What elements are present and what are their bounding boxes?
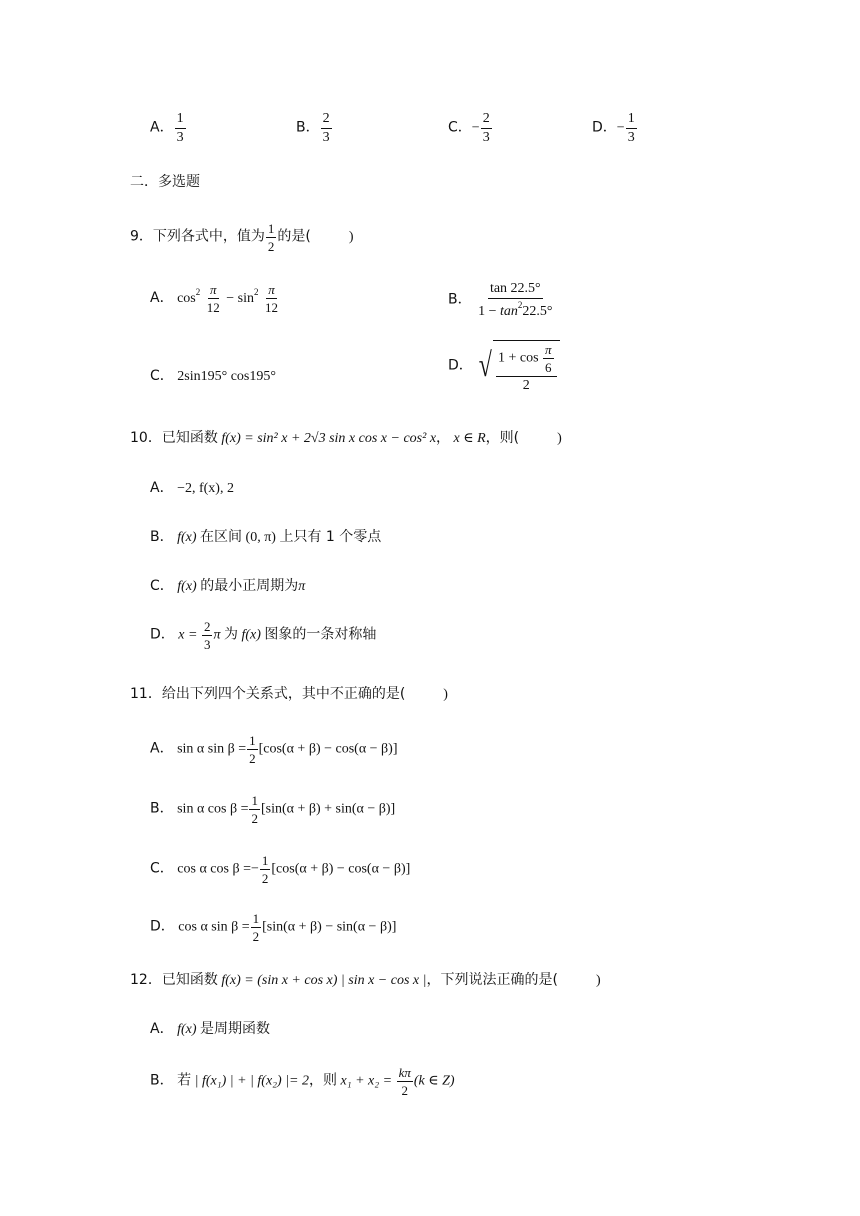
q9-option-b <box>448 282 556 319</box>
fraction: $\frac{1}{3}$ <box>627 111 635 145</box>
option-label: B． <box>150 529 174 545</box>
option-label: C． <box>150 578 174 594</box>
option-label: D． <box>448 357 473 374</box>
option-label: A． <box>150 290 174 306</box>
q8-option-b <box>296 112 333 145</box>
option-label: A． <box>150 119 174 136</box>
option-label: C． <box>150 368 174 384</box>
q10-option-c: C． f(x) 的最小正周期为π <box>150 578 306 594</box>
option-label: D． <box>150 626 175 643</box>
q10-option-b: B． f(x) 在区间 (0, π) 上只有 1 个零点 <box>150 529 382 545</box>
q10-option-d: D． x = $\frac{2}{3}$ π 为 f(x) 图象的一条对称轴 <box>150 619 377 652</box>
option-label: B． <box>150 800 174 817</box>
fraction: $\frac{1}{2}$ <box>249 733 256 766</box>
square-root: √ 1 + cos $\frac{\pi}{6}$ 2 <box>476 340 559 393</box>
fraction: $\frac{k\pi}{2}$ <box>398 1065 411 1098</box>
option-label: A． <box>150 480 174 496</box>
fraction: $\frac{\pi}{12}$ <box>265 282 278 316</box>
fraction: $\frac{1}{3}$ <box>176 111 184 145</box>
fraction: 1 + cos $\frac{\pi}{6}$ 2 <box>496 343 557 393</box>
fraction: $\frac{1}{2}$ <box>267 221 275 254</box>
option-label: C． <box>150 860 174 877</box>
option-label: D． <box>150 918 175 935</box>
q9-option-d <box>448 340 560 393</box>
q11-option-d: D． cos α sin β = $\frac{1}{2}$ [sin(α + β) − sin(α − β)] <box>150 911 397 944</box>
q9-option-c: C． 2sin195° cos195° <box>150 368 276 384</box>
fraction: $\frac{2}{3}$ <box>322 111 330 145</box>
q12-option-b: B． 若 | f(x₁) | + | f(x₂) |= 2，则 x₁ + x₂ = $\frac{k\pi}{2}$ (k ∈ Z) <box>150 1065 455 1098</box>
q10-option-a: A． −2, f(x), 2 <box>150 480 234 496</box>
q12-stem: 12．已知函数 f(x) = (sin x + cos x) | sin x − cos x |，下列说法正确的是( ) <box>130 972 601 988</box>
option-label: B． <box>296 119 320 136</box>
q11-option-c: C． cos α cos β =− $\frac{1}{2}$ [cos(α + β) − cos(α − β)] <box>150 853 411 886</box>
fraction: $\frac{1}{2}$ <box>261 853 269 886</box>
q11-option-b: B． sin α cos β = $\frac{1}{2}$ [sin(α + β) + sin(α − β)] <box>150 793 396 826</box>
option-label: A． <box>150 1021 174 1037</box>
fraction: $\frac{\tan 22.5^\circ}{1 - \tan^222.5^\circ}$ <box>478 281 553 319</box>
q8-option-d: D．− $\frac{1}{3}$ <box>592 111 635 145</box>
q8-option-c: C．− $\frac{2}{3}$ <box>448 111 490 145</box>
q9-option-a: A． $\cos^2$ $\frac{\pi}{12}$ − $\sin^2$ $\frac{\pi}{12}$ <box>150 282 278 316</box>
fraction: $\frac{1}{2}$ <box>252 911 260 944</box>
option-label: C． <box>448 119 472 136</box>
q12-option-a: A． f(x) 是周期函数 <box>150 1021 271 1037</box>
fraction: $\frac{\pi}{12}$ <box>206 282 220 316</box>
q11-stem: 11．给出下列四个关系式，其中不正确的是( ) <box>130 686 448 702</box>
fraction: $\frac{2}{3}$ <box>203 619 211 652</box>
fraction: $\frac{2}{3}$ <box>482 111 490 145</box>
q10-stem: 10．已知函数 f(x) = sin² x + 2√3 sin x cos x − cos² x， x ∈ R，则( ) <box>130 430 562 446</box>
option-label: A． <box>150 740 174 757</box>
q9-stem: 9．下列各式中，值为 $\frac{1}{2}$ 的是( ) <box>130 221 354 254</box>
option-label: B． <box>448 291 472 308</box>
q11-option-a: A． sin α sin β = $\frac{1}{2}$ [cos(α + β) − cos(α − β)] <box>150 733 398 766</box>
fraction: $\frac{1}{2}$ <box>251 793 258 826</box>
section-title: 二．多选题 <box>130 174 200 190</box>
option-label: B． <box>150 1072 174 1089</box>
q8-option-a <box>150 112 187 145</box>
option-label: D． <box>592 119 617 136</box>
